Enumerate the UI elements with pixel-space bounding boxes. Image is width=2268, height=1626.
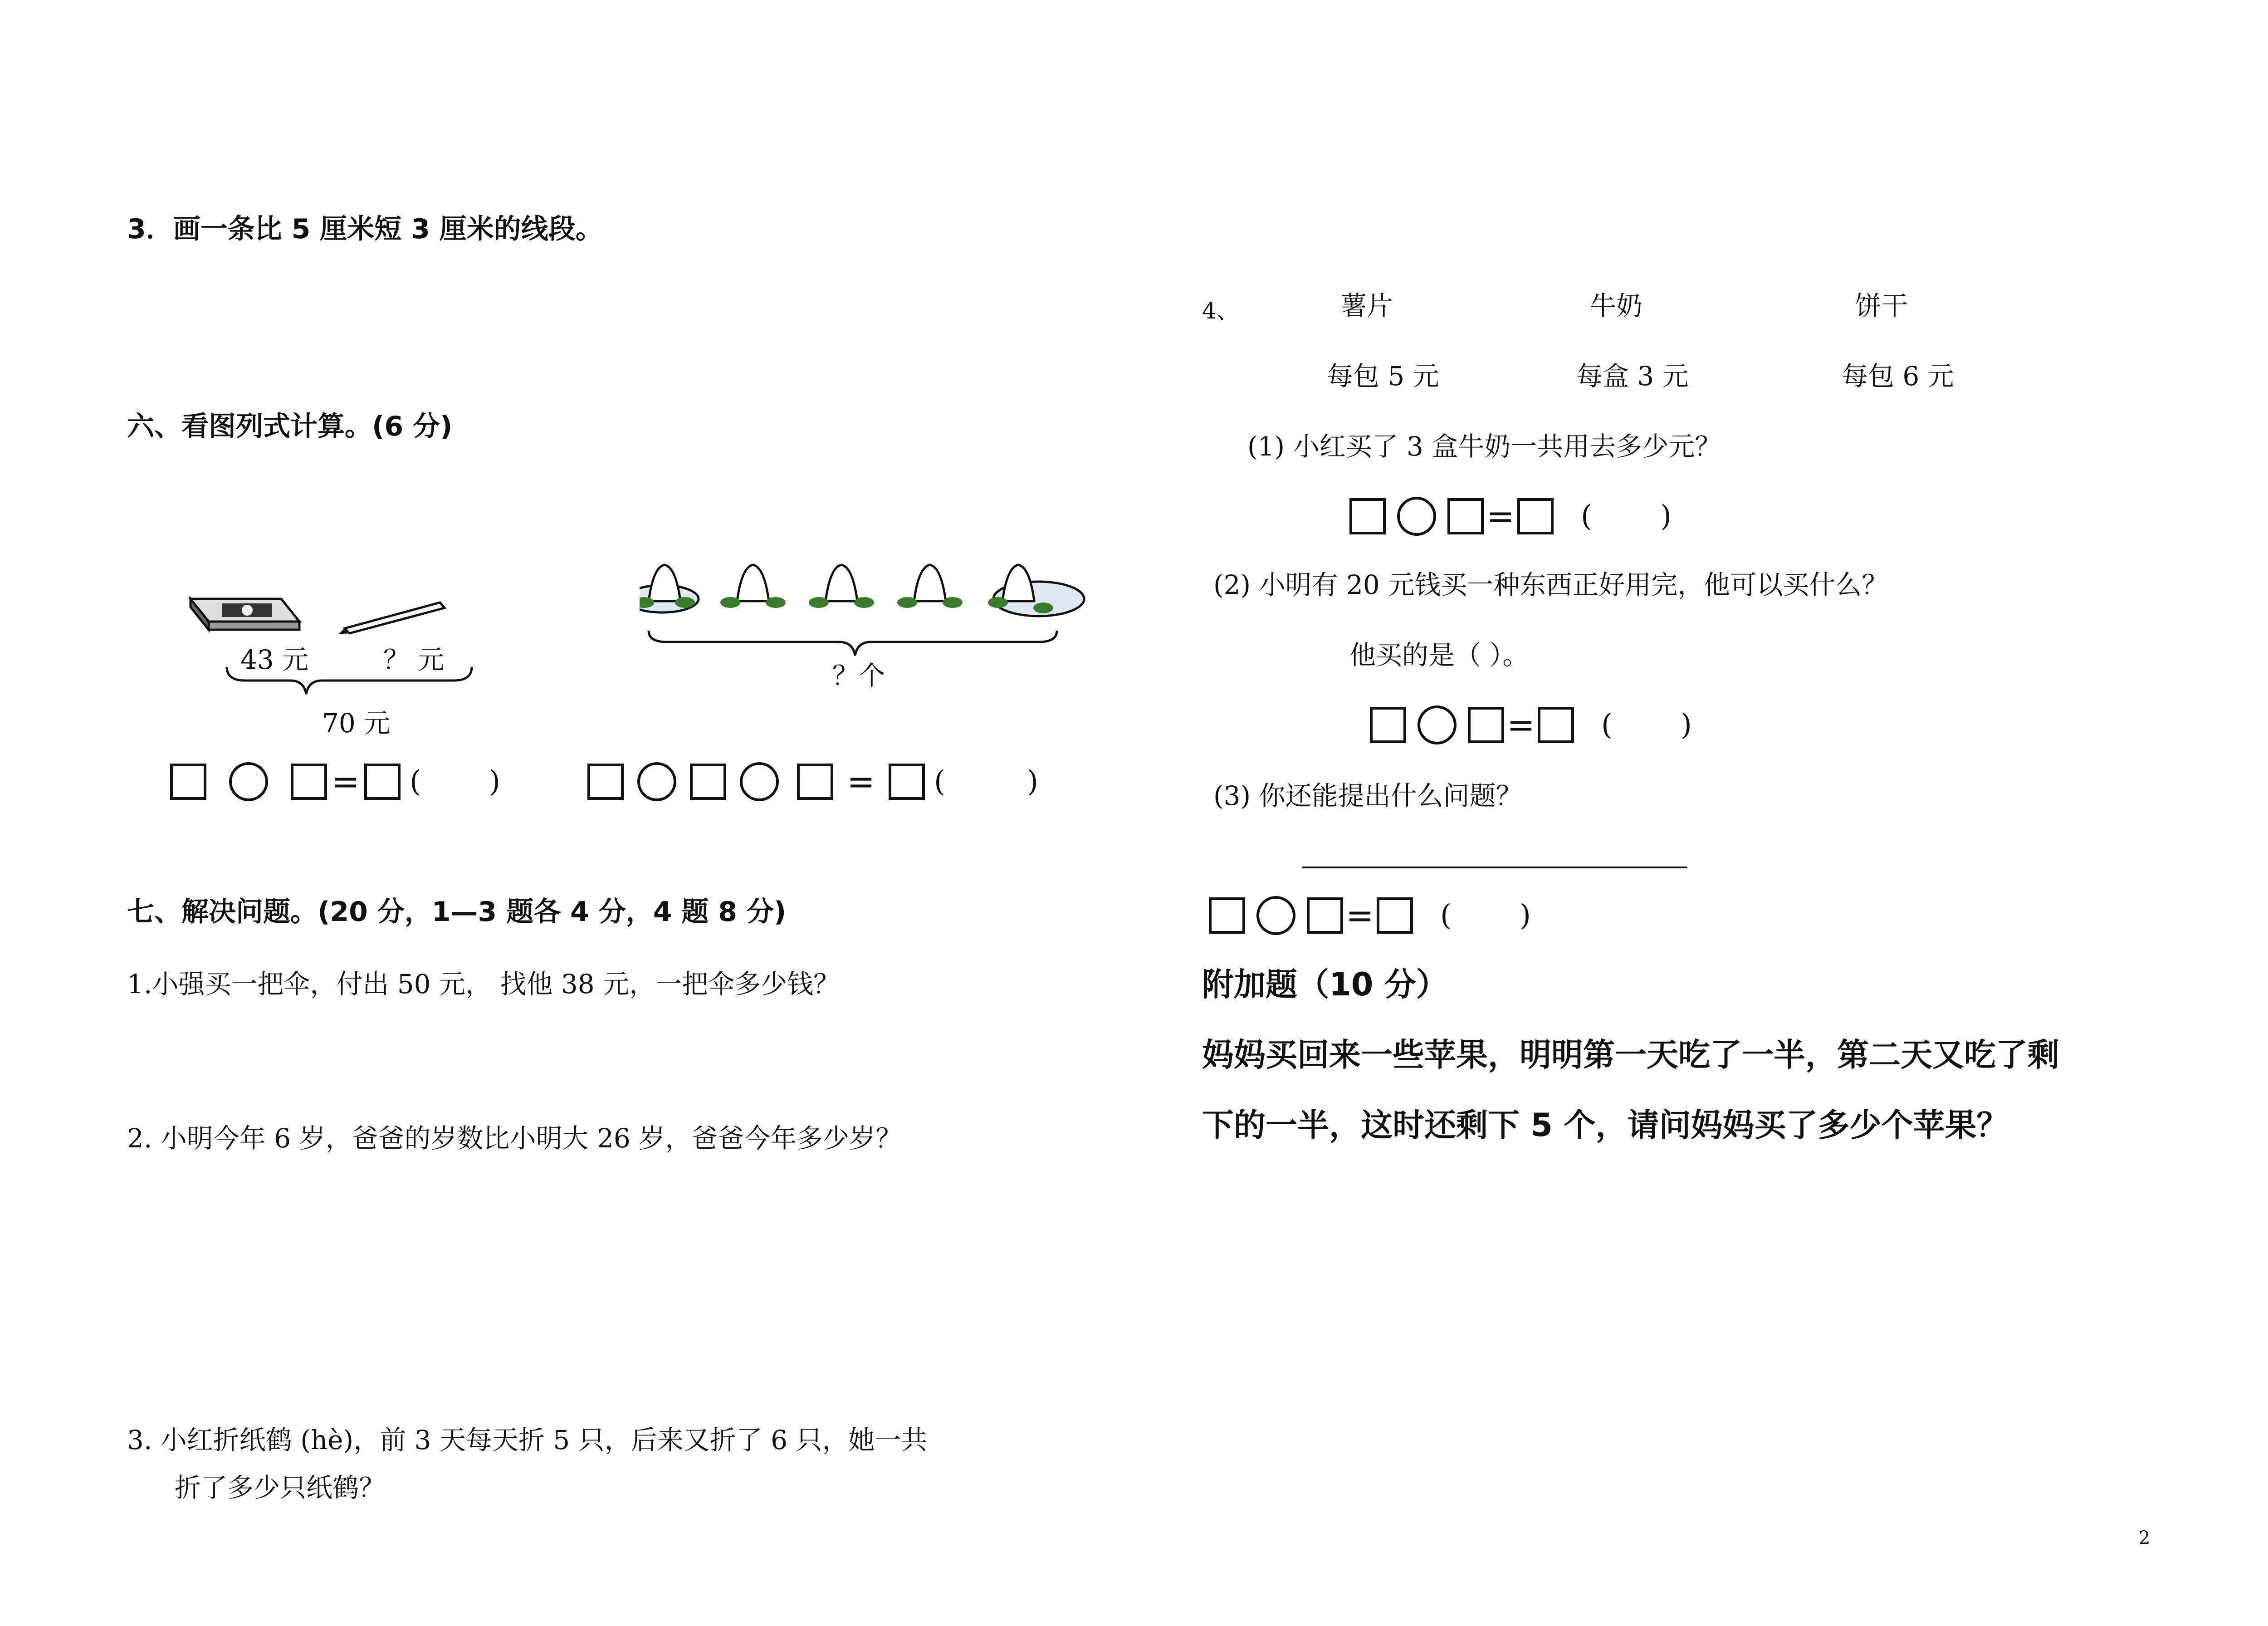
answer-box[interactable] [170, 764, 206, 800]
answer-box[interactable] [1447, 498, 1484, 534]
problem-2: 2. 小明今年 6 岁，爸爸的岁数比小明大 26 岁，爸爸今年多少岁？ [127, 1123, 902, 1154]
operator-circle[interactable] [637, 762, 676, 801]
problem-3-line-2: 折了多少只纸鹤？ [175, 1472, 386, 1503]
answer-box[interactable] [291, 764, 327, 800]
problem-1: 1.小强买一把伞，付出 50 元， 找他 38 元，一把伞多少钱？ [127, 969, 840, 999]
buns-total-label: ？个 [832, 660, 885, 691]
item-name: 牛奶 [1590, 290, 1643, 321]
answer-box[interactable] [797, 764, 833, 800]
answer-box[interactable] [364, 764, 401, 800]
answer-box[interactable] [1538, 707, 1574, 743]
unit-paren-close: ) [1680, 708, 1692, 742]
operator-circle[interactable] [1256, 896, 1295, 935]
total-price-label: 70 元 [322, 708, 391, 739]
equals-sign: = [1346, 896, 1374, 935]
section-6-title: 六、看图列式计算。(6 分) [127, 411, 453, 442]
item-price: 每盒 3 元 [1576, 361, 1689, 392]
answer-box[interactable] [1209, 897, 1245, 934]
pen-price-label: ？ 元 [383, 644, 445, 675]
unit-paren-close: ) [1660, 500, 1672, 533]
answer-box[interactable] [1517, 498, 1554, 534]
bonus-title: 附加题（10 分） [1202, 966, 1448, 1003]
answer-box[interactable] [1307, 897, 1343, 934]
q3-draw-segment: 3．画一条比 5 厘米短 3 厘米的线段。 [127, 213, 603, 245]
equals-sign: = [1486, 497, 1515, 536]
equals-sign: = [1507, 705, 1535, 744]
operator-circle[interactable] [740, 762, 779, 801]
sub-question-3: (3) 你还能提出什么问题？ [1213, 780, 1522, 811]
answer-box[interactable] [889, 764, 925, 800]
page-number: 2 [2139, 1528, 2151, 1548]
equation-sub-1 [1349, 497, 1672, 536]
sub-question-1: (1) 小红买了 3 盒牛奶一共用去多少元？ [1247, 431, 1721, 462]
bun-plates-icon [640, 565, 1084, 616]
equals-sign: = [332, 762, 360, 801]
section-7-title: 七、解决问题。(20 分，1—3 题各 4 分，4 题 8 分) [127, 896, 787, 928]
equals-sign: = [847, 762, 875, 801]
operator-circle[interactable] [229, 762, 268, 801]
item-name: 薯片 [1340, 290, 1393, 321]
operator-circle[interactable] [1397, 497, 1436, 536]
sub-question-2: (2) 小明有 20 元钱买一种东西正好用完，他可以买什么？ [1213, 569, 1888, 600]
answer-box[interactable] [690, 764, 726, 800]
equation-2 [587, 762, 1038, 801]
item-name: 饼干 [1855, 290, 1908, 321]
item-price: 每包 5 元 [1327, 361, 1439, 392]
unit-paren-open: ( [1581, 500, 1592, 533]
answer-box[interactable] [587, 764, 624, 800]
answer-box[interactable] [1370, 707, 1406, 743]
problem-3-line-1: 3. 小红折纸鹤 (hè)，前 3 天每天折 5 只，后来又折了 6 只，她一共 [127, 1425, 928, 1455]
sub-question-2-answer: 他买的是（ ）。 [1349, 640, 1529, 671]
answer-line[interactable] [1302, 867, 1687, 868]
bonus-line-2: 下的一半，这时还剩下 5 个，请问妈妈买了多少个苹果？ [1202, 1107, 2009, 1144]
item-price: 每包 6 元 [1842, 361, 1954, 392]
equation-1 [170, 762, 500, 801]
answer-box[interactable] [1349, 498, 1386, 534]
unit-paren-open: ( [410, 765, 421, 798]
bonus-line-1: 妈妈买回来一些苹果，明明第一天吃了一半，第二天又吃了剩 [1202, 1036, 2059, 1073]
answer-box[interactable] [1377, 897, 1413, 934]
equation-sub-2 [1370, 705, 1692, 744]
book-price-label: 43 元 [240, 644, 309, 675]
unit-paren-close: ) [1519, 899, 1531, 932]
answer-box[interactable] [1468, 707, 1504, 743]
equation-sub-3 [1209, 896, 1531, 935]
pen-icon [338, 602, 445, 634]
unit-paren-open: ( [1601, 708, 1613, 742]
book-icon [191, 599, 299, 630]
unit-paren-open: ( [1440, 899, 1452, 932]
operator-circle[interactable] [1418, 705, 1457, 744]
brace [649, 631, 1057, 656]
unit-paren-close: ) [1026, 765, 1038, 798]
problem-4-number: 4、 [1202, 298, 1239, 324]
unit-paren-open: ( [934, 765, 945, 798]
unit-paren-close: ) [489, 765, 500, 798]
